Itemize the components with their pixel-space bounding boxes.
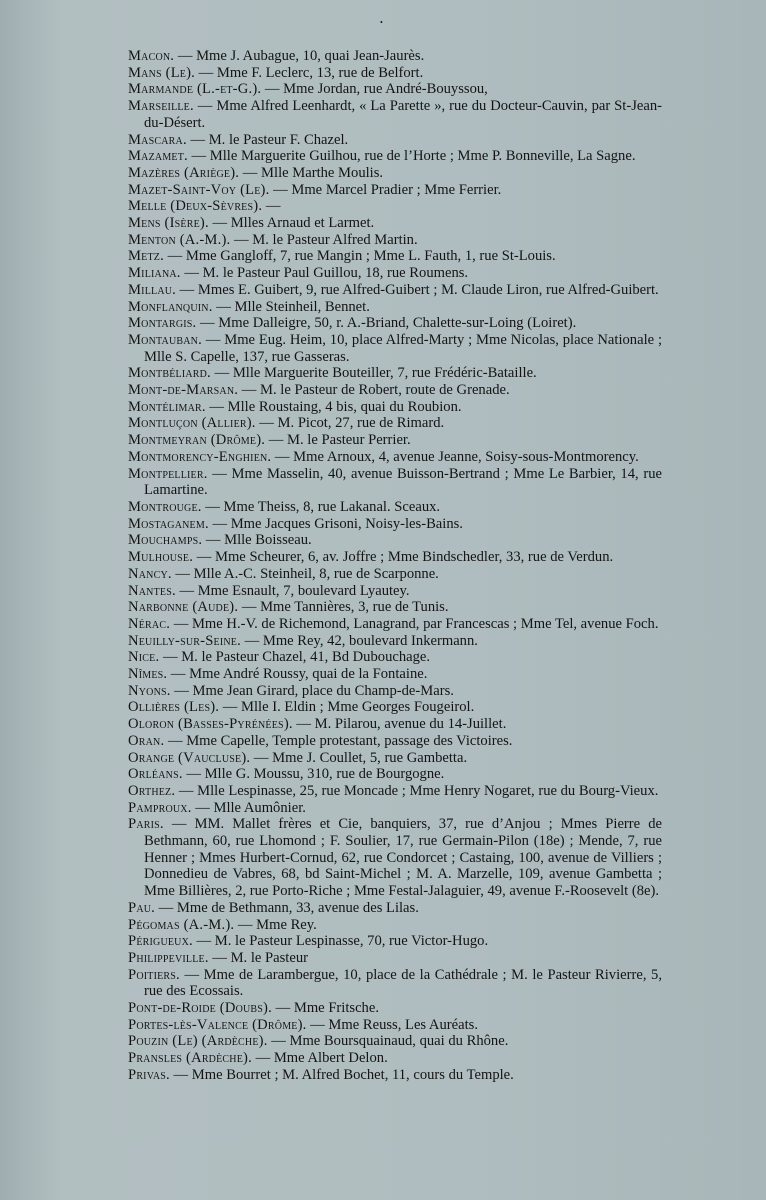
directory-entry (128, 466, 662, 499)
directory-entry (128, 365, 662, 382)
entry-place: Menton (A.-M.). (128, 231, 231, 248)
entry-text: — Mme André Roussy, quai de la Fontaine. (167, 666, 428, 683)
entry-place: Orange (Vaucluse). (128, 749, 251, 766)
directory-entry (128, 783, 662, 800)
entry-text: — Mlle G. Moussu, 310, rue de Bourgogne. (182, 766, 445, 783)
directory-entry (128, 933, 662, 950)
entry-text: — Mme Jacques Grisoni, Noisy-les-Bains. (208, 515, 463, 532)
entry-place: Pamproux. (128, 799, 192, 816)
entry-text: — Mme Gangloff, 7, rue Mangin ; Mme L. Fauth, 1, rue St-Louis. (163, 248, 556, 265)
directory-entry (128, 449, 662, 466)
directory-entry (128, 499, 662, 516)
entry-place: Montélimar. (128, 398, 206, 415)
entry-text: — Mme Theiss, 8, rue Lakanal. Sceaux. (201, 498, 441, 515)
entry-text: — (262, 198, 281, 215)
entry-place: Montmeyran (Drôme). (128, 432, 266, 449)
entry-text: — M. Pilarou, avenue du 14-Juillet. (292, 716, 507, 733)
directory-entry (128, 248, 662, 265)
directory-entry (128, 1000, 662, 1017)
entry-text: — Mme J. Coullet, 5, rue Gambetta. (250, 749, 468, 766)
directory-entry (128, 532, 662, 549)
directory-entry (128, 566, 662, 583)
entry-place: Monflanquin. (128, 298, 213, 315)
entry-place: Nancy. (128, 565, 172, 582)
entry-text: — M. le Pasteur Lespinasse, 70, rue Victor-Hugo. (192, 933, 489, 950)
directory-entry (128, 48, 662, 65)
entry-place: Orthez. (128, 782, 176, 799)
entry-place: Montrouge. (128, 498, 202, 515)
entry-place: Millau. (128, 281, 177, 298)
entry-text: — Mlle Roustaing, 4 bis, quai du Roubion. (205, 398, 462, 415)
entry-text: — Mme Fritsche. (271, 1000, 379, 1017)
entry-text: — Mme de Bethmann, 33, avenue des Lilas. (155, 899, 419, 916)
directory-entry (128, 182, 662, 199)
directory-entry (128, 215, 662, 232)
entry-place: Montauban. (128, 331, 202, 348)
entry-place: Nîmes. (128, 666, 168, 683)
directory-entry (128, 699, 662, 716)
entry-place: Oloron (Basses-Pyrénées). (128, 716, 293, 733)
entry-place: Orléans. (128, 766, 183, 783)
entry-place: Paris. (128, 816, 164, 833)
directory-entry (128, 81, 662, 98)
directory-list (128, 48, 662, 1084)
directory-entry (128, 148, 662, 165)
directory-entry (128, 299, 662, 316)
entry-text: — Mme F. Leclerc, 13, rue de Belfort. (195, 64, 424, 81)
entry-text: — Mlle Aumônier. (191, 799, 306, 816)
entry-place: Pégomas (A.-M.). (128, 916, 235, 933)
entry-text: — Mme Rey. (234, 916, 317, 933)
entry-text: — M. le Pasteur Chazel, 41, Bd Dubouchage. (159, 649, 431, 666)
directory-entry (128, 332, 662, 365)
entry-place: Poitiers. (128, 966, 180, 983)
entry-place: Mans (Le). (128, 64, 196, 81)
directory-entry (128, 967, 662, 1000)
entry-text: — Mme Boursquainaud, quai du Rhône. (267, 1033, 509, 1050)
directory-entry (128, 232, 662, 249)
entry-place: Oran. (128, 732, 165, 749)
directory-entry (128, 750, 662, 767)
directory-entry (128, 1050, 662, 1067)
entry-text: — Mmes E. Guibert, 9, rue Alfred-Guibert ; M. Claude Liron, rue Alfred-Guibert. (176, 281, 659, 298)
directory-entry (128, 666, 662, 683)
entry-text: — Mlle I. Eldin ; Mme Georges Fougeirol. (219, 699, 475, 716)
entry-place: Mulhouse. (128, 549, 194, 566)
entry-place: Mont-de-Marsan. (128, 382, 239, 399)
entry-text: — Mme Jordan, rue André-Bouyssou, (261, 81, 488, 98)
entry-place: Nantes. (128, 582, 176, 599)
entry-place: Marseille. (128, 98, 194, 115)
entry-text: — Mlle Marguerite Bouteiller, 7, rue Frédéric-Bataille. (210, 365, 537, 382)
entry-text: — M. le Pasteur Perrier. (265, 432, 411, 449)
entry-text: — M. le Pasteur Paul Guillou, 18, rue Roumens. (180, 265, 469, 282)
entry-place: Philippeville. (128, 949, 209, 966)
entry-place: Montluçon (Allier). (128, 415, 256, 432)
directory-entry (128, 282, 662, 299)
entry-text: — Mme Alfred Leenhardt, « La Parette », rue du Docteur-Cauvin, par St-Jean-du-Désert. (144, 98, 662, 131)
directory-entry (128, 616, 662, 633)
directory-entry (128, 599, 662, 616)
directory-entry (128, 800, 662, 817)
entry-text: — Mlle Lespinasse, 25, rue Moncade ; Mme Henry Nogaret, rue du Bourg-Vieux. (175, 782, 659, 799)
directory-entry (128, 165, 662, 182)
entry-place: Nérac. (128, 615, 171, 632)
entry-text: — M. le Pasteur (208, 949, 308, 966)
entry-text: — Mme Marcel Pradier ; Mme Ferrier. (269, 181, 502, 198)
directory-entry (128, 683, 662, 700)
entry-place: Mostaganem. (128, 515, 209, 532)
entry-place: Nyons. (128, 682, 171, 699)
entry-place: Périgueux. (128, 933, 193, 950)
directory-entry (128, 265, 662, 282)
entry-text: — M. le Pasteur de Robert, route de Grenade. (238, 382, 510, 399)
entry-text: — Mme Dalleigre, 50, r. A.-Briand, Chalette-sur-Loing (Loiret). (196, 315, 577, 332)
entry-text: — MM. Mallet frères et Cie, banquiers, 37, rue d’Anjou ; Mmes Pierre de Bethmann, 60, rue Lhomond ; F. Soulier, 17, rue Germain-Pilon (18e) ; Mende, 7, rue Henner ; Mmes Hurbert-Cornud, 62, rue Condorcet ; Castaing, 100, avenue de Villiers ; Donnedieu de Vabres, 68, bd Saint-Michel ; M. A. Marzelle, 109, avenue Gambetta ; Mme Billières, 2, rue Porto-Riche ; Mme Festal-Jalaguier, 49, avenue F.-Roosevelt (8e). (144, 816, 662, 900)
entry-place: Mazères (Ariège). (128, 164, 240, 181)
directory-entry (128, 917, 662, 934)
directory-entry (128, 198, 662, 215)
entry-place: Mazamet. (128, 148, 188, 165)
entry-place: Neuilly-sur-Seine. (128, 632, 241, 649)
entry-text: — Mlle Marthe Moulis. (239, 164, 384, 181)
entry-place: Montmorency-Enghien. (128, 448, 272, 465)
entry-place: Montpellier. (128, 465, 208, 482)
entry-place: Narbonne (Aude). (128, 599, 239, 616)
entry-place: Macon. (128, 48, 175, 64)
directory-entry (128, 816, 662, 900)
entry-text: — Mlles Arnaud et Larmet. (208, 215, 375, 232)
entry-place: Pransles (Ardèche). (128, 1050, 252, 1067)
directory-entry (128, 950, 662, 967)
directory-entry (128, 1033, 662, 1050)
entry-place: Privas. (128, 1066, 170, 1083)
entry-text: — Mme Albert Delon. (251, 1050, 388, 1067)
entry-text: — Mme Masselin, 40, avenue Buisson-Bertrand ; Mme Le Barbier, 14, rue Lamartine. (144, 465, 662, 499)
entry-text: — Mlle Steinheil, Bennet. (212, 298, 370, 315)
directory-entry (128, 649, 662, 666)
directory-entry (128, 382, 662, 399)
directory-entry (128, 65, 662, 82)
directory-entry (128, 432, 662, 449)
directory-entry (128, 1017, 662, 1034)
directory-entry (128, 900, 662, 917)
entry-place: Marmande (L.-et-G.). (128, 81, 262, 98)
directory-entry (128, 583, 662, 600)
entry-place: Mascara. (128, 131, 187, 148)
entry-place: Ollières (Les). (128, 699, 220, 716)
page-mark: • (380, 18, 383, 27)
entry-text: — Mlle Marguerite Guilhou, rue de l’Horte ; Mme P. Bonneville, La Sagne. (187, 148, 636, 165)
directory-entry (128, 98, 662, 131)
entry-place: Portes-lès-Valence (Drôme). (128, 1016, 307, 1033)
entry-text: — Mme Capelle, Temple protestant, passage des Victoires. (164, 732, 513, 749)
entry-text: — M. Picot, 27, rue de Rimard. (255, 415, 445, 432)
entry-place: Pau. (128, 899, 156, 916)
entry-place: Pouzin (Le) (Ardèche). (128, 1033, 268, 1050)
directory-entry (128, 716, 662, 733)
entry-place: Metz. (128, 248, 164, 265)
entry-text: — M. le Pasteur F. Chazel. (186, 131, 349, 148)
entry-text: — Mme Esnault, 7, boulevard Lyautey. (175, 582, 410, 599)
entry-text: — M. le Pasteur Alfred Martin. (230, 231, 418, 248)
entry-text: — Mme Bourret ; M. Alfred Bochet, 11, cours du Temple. (169, 1066, 514, 1083)
entry-text: — Mme de Larambergue, 10, place de la Cathédrale ; M. le Pasteur Rivierre, 5, rue des Ecossais. (144, 966, 662, 1000)
entry-text: — Mme Reuss, Les Auréats. (306, 1016, 478, 1033)
entry-text: — Mme Tannières, 3, rue de Tunis. (238, 599, 449, 616)
entry-text: — Mme J. Aubague, 10, quai Jean-Jaurès. (174, 48, 425, 64)
entry-text: — Mme Rey, 42, boulevard Inkermann. (240, 632, 478, 649)
directory-entry (128, 415, 662, 432)
entry-place: Miliana. (128, 265, 181, 282)
entry-text: — Mme Scheurer, 6, av. Joffre ; Mme Bindschedler, 33, rue de Verdun. (193, 549, 614, 566)
directory-entry (128, 315, 662, 332)
entry-text: — Mme Arnoux, 4, avenue Jeanne, Soisy-sous-Montmorency. (271, 448, 639, 465)
entry-place: Mouchamps. (128, 532, 203, 549)
entry-place: Montargis. (128, 315, 197, 332)
entry-place: Montbéliard. (128, 365, 211, 382)
entry-text: — Mlle A.-C. Steinheil, 8, rue de Scarponne. (171, 565, 439, 582)
directory-entry (128, 633, 662, 650)
directory-entry (128, 1067, 662, 1084)
entry-text: — Mme H.-V. de Richemond, Lanagrand, par Francescas ; Mme Tel, avenue Foch. (170, 615, 659, 632)
entry-place: Mazet-Saint-Voy (Le). (128, 181, 270, 198)
directory-entry (128, 132, 662, 149)
entry-text: — Mlle Boisseau. (202, 532, 312, 549)
directory-entry (128, 766, 662, 783)
directory-entry (128, 549, 662, 566)
directory-entry (128, 399, 662, 416)
entry-place: Mens (Isère). (128, 215, 209, 232)
entry-text: — Mme Eug. Heim, 10, place Alfred-Marty ; Mme Nicolas, place Nationale ; Mlle S. Capelle, 137, rue Gasseras. (144, 331, 662, 365)
entry-place: Pont-de-Roide (Doubs). (128, 1000, 272, 1017)
entry-text: — Mme Jean Girard, place du Champ-de-Mars. (170, 682, 454, 699)
entry-place: Nice. (128, 649, 160, 666)
directory-entry (128, 516, 662, 533)
directory-entry (128, 733, 662, 750)
entry-place: Melle (Deux-Sèvres). (128, 198, 263, 215)
